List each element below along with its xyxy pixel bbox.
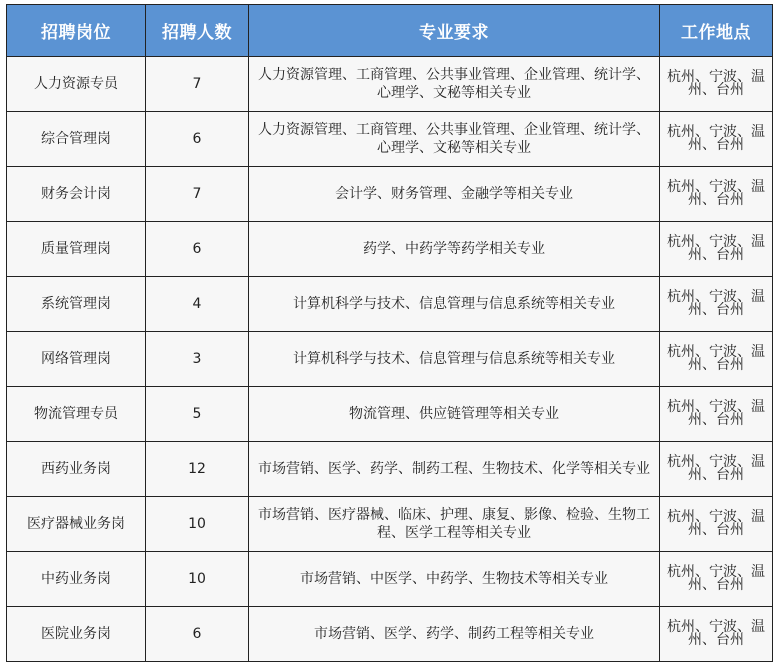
table-body (7, 57, 773, 662)
cell-major: 会计学、财务管理、金融学等相关专业 (249, 167, 660, 222)
cell-major: 市场营销、中医学、中药学、生物技术等相关专业 (249, 552, 660, 607)
cell-major: 计算机科学与技术、信息管理与信息系统等相关专业 (249, 332, 660, 387)
table-row (7, 222, 773, 277)
cell-major: 市场营销、医学、药学、制药工程、生物技术、化学等相关专业 (249, 442, 660, 497)
cell-location: 杭州、宁波、温州、台州 (660, 552, 773, 607)
table-row (7, 332, 773, 387)
cell-position: 质量管理岗 (7, 222, 146, 277)
table-header (7, 5, 773, 57)
header-position: 招聘岗位 (7, 5, 146, 57)
table-row (7, 552, 773, 607)
cell-major: 市场营销、医疗器械、临床、护理、康复、影像、检验、生物工程、医学工程等相关专业 (249, 497, 660, 552)
cell-count: 10 (146, 497, 249, 552)
cell-position: 医疗器械业务岗 (7, 497, 146, 552)
table-row (7, 167, 773, 222)
cell-position: 物流管理专员 (7, 387, 146, 442)
cell-location: 杭州、宁波、温州、台州 (660, 497, 773, 552)
cell-location: 杭州、宁波、温州、台州 (660, 222, 773, 277)
cell-count: 6 (146, 222, 249, 277)
cell-count: 6 (146, 112, 249, 167)
table-row (7, 497, 773, 552)
cell-major: 人力资源管理、工商管理、公共事业管理、企业管理、统计学、心理学、文秘等相关专业 (249, 112, 660, 167)
cell-location: 杭州、宁波、温州、台州 (660, 277, 773, 332)
table-row (7, 57, 773, 112)
cell-position: 财务会计岗 (7, 167, 146, 222)
cell-position: 综合管理岗 (7, 112, 146, 167)
header-row (7, 5, 773, 57)
table-row (7, 387, 773, 442)
table-row (7, 442, 773, 497)
cell-position: 西药业务岗 (7, 442, 146, 497)
cell-position: 医院业务岗 (7, 607, 146, 662)
cell-major: 计算机科学与技术、信息管理与信息系统等相关专业 (249, 277, 660, 332)
cell-count: 10 (146, 552, 249, 607)
table-row (7, 277, 773, 332)
header-major: 专业要求 (249, 5, 660, 57)
cell-count: 6 (146, 607, 249, 662)
cell-count: 3 (146, 332, 249, 387)
header-location: 工作地点 (660, 5, 773, 57)
cell-count: 4 (146, 277, 249, 332)
cell-position: 系统管理岗 (7, 277, 146, 332)
cell-position: 中药业务岗 (7, 552, 146, 607)
cell-location: 杭州、宁波、温州、台州 (660, 332, 773, 387)
cell-location: 杭州、宁波、温州、台州 (660, 607, 773, 662)
cell-location: 杭州、宁波、温州、台州 (660, 112, 773, 167)
cell-major: 人力资源管理、工商管理、公共事业管理、企业管理、统计学、心理学、文秘等相关专业 (249, 57, 660, 112)
recruitment-table (6, 4, 773, 662)
cell-major: 市场营销、医学、药学、制药工程等相关专业 (249, 607, 660, 662)
table-row (7, 112, 773, 167)
cell-position: 人力资源专员 (7, 57, 146, 112)
cell-count: 12 (146, 442, 249, 497)
cell-count: 7 (146, 57, 249, 112)
cell-location: 杭州、宁波、温州、台州 (660, 167, 773, 222)
table-row (7, 607, 773, 662)
cell-major: 物流管理、供应链管理等相关专业 (249, 387, 660, 442)
cell-position: 网络管理岗 (7, 332, 146, 387)
cell-location: 杭州、宁波、温州、台州 (660, 57, 773, 112)
cell-major: 药学、中药学等药学相关专业 (249, 222, 660, 277)
cell-count: 7 (146, 167, 249, 222)
cell-count: 5 (146, 387, 249, 442)
cell-location: 杭州、宁波、温州、台州 (660, 387, 773, 442)
header-count: 招聘人数 (146, 5, 249, 57)
cell-location: 杭州、宁波、温州、台州 (660, 442, 773, 497)
